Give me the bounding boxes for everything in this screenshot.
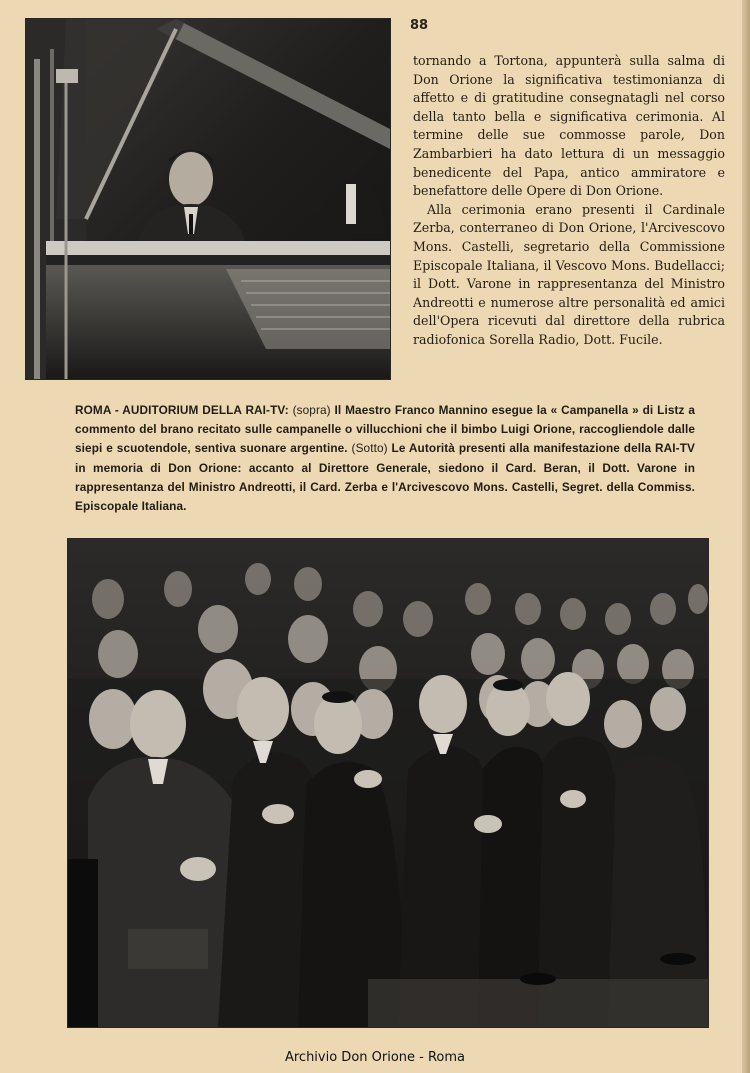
caption-above-marker: (sopra)	[292, 403, 331, 417]
caption-below-text: Le Autorità presenti alla manifestazione della RAI-TV in memoria di Don Orione: accanto al Direttore Generale, siedono il Card. Beran, il Dott. Varone in rappresentanza del Ministro Andreotti, il Card. Zerba e l'Arcivescovo Mons. Castelli, Segret. della Commiss. Episcopale Italiana.	[75, 441, 695, 514]
caption-location: ROMA - AUDITORIUM DELLA RAI-TV:	[75, 403, 289, 417]
photo-caption	[75, 401, 695, 516]
article-paragraph-1: tornando a Tortona, appunterà sulla salma di Don Orione la significativa testimonianza di affetto e di gratitudine consegnatagli nel corso della tanto bella e significativa cerimonia. Al termine delle sue commosse parole, Don Zambarbieri ha dato lettura di un messaggio benedicente del Papa, antico ammiratore e benefattore delle Opere di Don Orione.	[413, 53, 725, 199]
article-paragraph-2: Alla cerimonia erano presenti il Cardinale Zerba, conterraneo di Don Orione, l'Arcivescovo Mons. Castelli, segretario della Commissione Episcopale Italiana, il Vescovo Mons. Budellacci; il Dott. Varone in rappresentanza del Ministro Andreotti e numerose altre personalità ed amici dell'Opera ricevuti dal direttore della rubrica radiofonica Sorella Radio, Dott. Fucile.	[413, 201, 725, 347]
article-text	[413, 52, 725, 350]
archive-footer: Archivio Don Orione - Roma	[284, 1050, 466, 1065]
page-edge	[742, 0, 750, 1073]
page-number: 88	[410, 18, 429, 33]
audience-photo	[67, 538, 709, 1028]
pianist-photo	[25, 18, 391, 380]
pianist-photo-image	[26, 19, 390, 379]
caption-below-marker: (Sotto)	[351, 441, 388, 456]
audience-photo-image	[68, 539, 708, 1027]
caption-above-text: Il Maestro Franco Mannino esegue la « Campanella » di Listz a commento del brano recitato sulle campanelle o villucchioni che il bimbo Luigi Orione, raccogliendole dalle siepi e scuotendole, sentiva suonare argentine.	[75, 403, 696, 456]
